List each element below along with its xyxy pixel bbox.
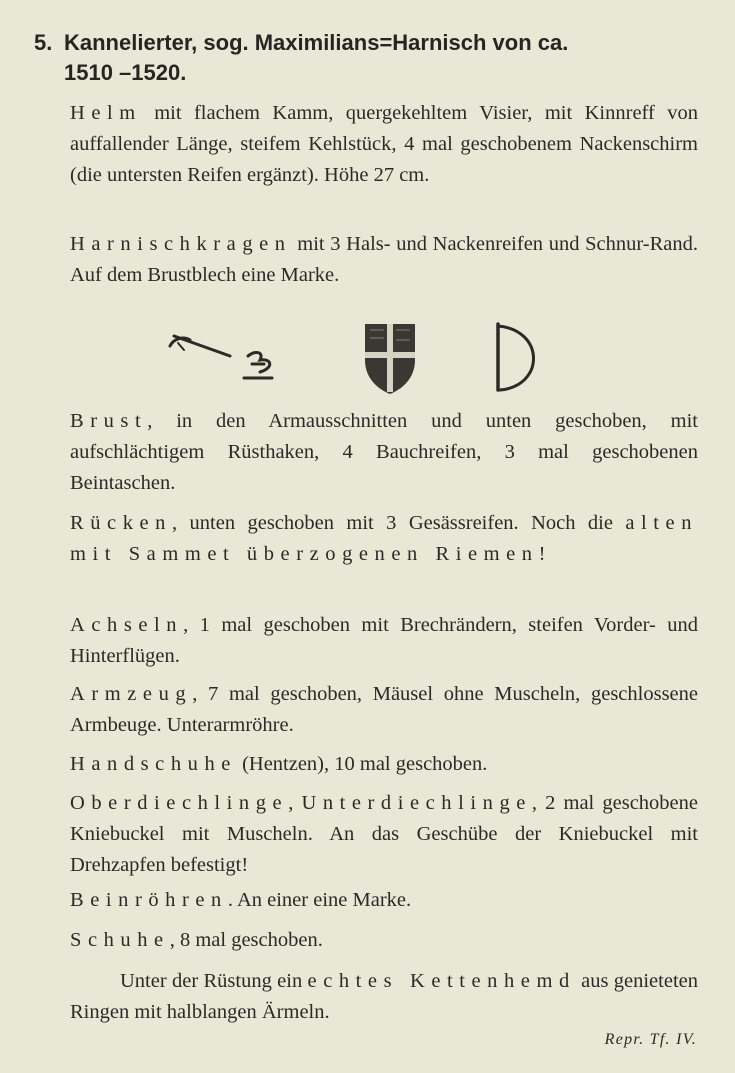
reproduction-reference: Repr. Tf. IV. [604,1031,697,1048]
term-kettenhemd: echtes Kettenhemd [307,970,576,992]
term-schuhe: Schuhe [70,929,170,951]
mark-fragment-stroke [170,336,230,356]
text-brust: , in den Armausschnitten und unten geschoben, mit aufschlächtigem Rüsthaken, 4 Bauchreifen, 3 mal geschobenen Beintaschen. [70,410,698,494]
term-oberdiechlinge: Oberdiechlinge [70,792,289,814]
entry-heading [34,28,704,88]
text-ruecken: , unten geschoben mit 3 Gesässreifen. Noch die [171,512,626,534]
entry-title-line2: 1510 –1520. [64,60,187,85]
text-diechlinge-sep: , [288,792,302,814]
term-riemen: alten mit Sammet überzogenen Riemen! [70,512,698,565]
paragraph-armzeug [70,679,698,741]
text-beinroehren: . An einer eine Marke. [227,889,412,911]
term-harnischkragen: Harnischkragen [70,233,292,255]
term-achseln: Achseln [70,614,184,636]
text-harnischkragen: mit 3 Hals- und Nackenreifen und Schnur-Rand. Auf dem Brustblech eine Marke. [70,233,698,286]
lead-kettenhemd: Unter der Rüstung ein [120,970,308,992]
mark-letter-d [498,324,534,390]
term-handschuhe: Handschuhe [70,753,237,775]
entry-title-line1: Kannelierter, sog. Maximilians=Harnisch von ca. [64,30,569,55]
paragraph-ruecken [70,508,698,570]
term-helm: Helm [70,102,142,124]
paragraph-schuhe [70,925,698,956]
paragraph-achseln [70,610,698,672]
text-diechlinge: , 2 mal geschobene Kniebuckel mit Muscheln. An das Geschübe der Kniebuckel mit Drehzapfen befestigt! [70,792,698,876]
term-ruecken: Rücken [70,512,172,534]
term-unterdiechlinge: Unterdiechlinge [301,792,532,814]
entry-number: 5. [34,30,53,55]
armorer-marks-illustration [160,318,560,398]
text-achseln: , 1 mal geschoben mit Brechrändern, steifen Vorder- und Hinterflügen. [70,614,698,667]
mark-letter-glyph [244,353,272,378]
text-schuhe: , 8 mal geschoben. [169,929,323,951]
mark-shield-cross [365,324,415,394]
paragraph-harnischkragen [70,229,698,291]
term-armzeug: Armzeug [70,683,193,705]
paragraph-kettenhemd [70,966,698,1028]
paragraph-handschuhe [70,749,698,780]
term-brust: Brust [70,410,148,432]
text-handschuhe: (Hentzen), 10 mal geschoben. [236,753,488,775]
paragraph-diechlinge [70,788,698,881]
paragraph-helm [70,98,698,191]
paragraph-beinroehren [70,885,698,916]
text-armzeug: , 7 mal geschoben, Mäusel ohne Muscheln, geschlossene Armbeuge. Unterarmröhre. [70,683,698,736]
text-helm: mit flachem Kamm, quergekehltem Visier, mit Kinnreff von auffallender Länge, steifem Kehlstück, 4 mal geschobenem Nackenschirm (die untersten Reifen ergänzt). Höhe 27 cm. [70,102,698,186]
term-beinroehren: Beinröhren [70,889,228,911]
paragraph-brust [70,406,698,499]
text-kettenhemd: aus genieteten Ringen mit halblangen Ärmeln. [70,970,698,1023]
